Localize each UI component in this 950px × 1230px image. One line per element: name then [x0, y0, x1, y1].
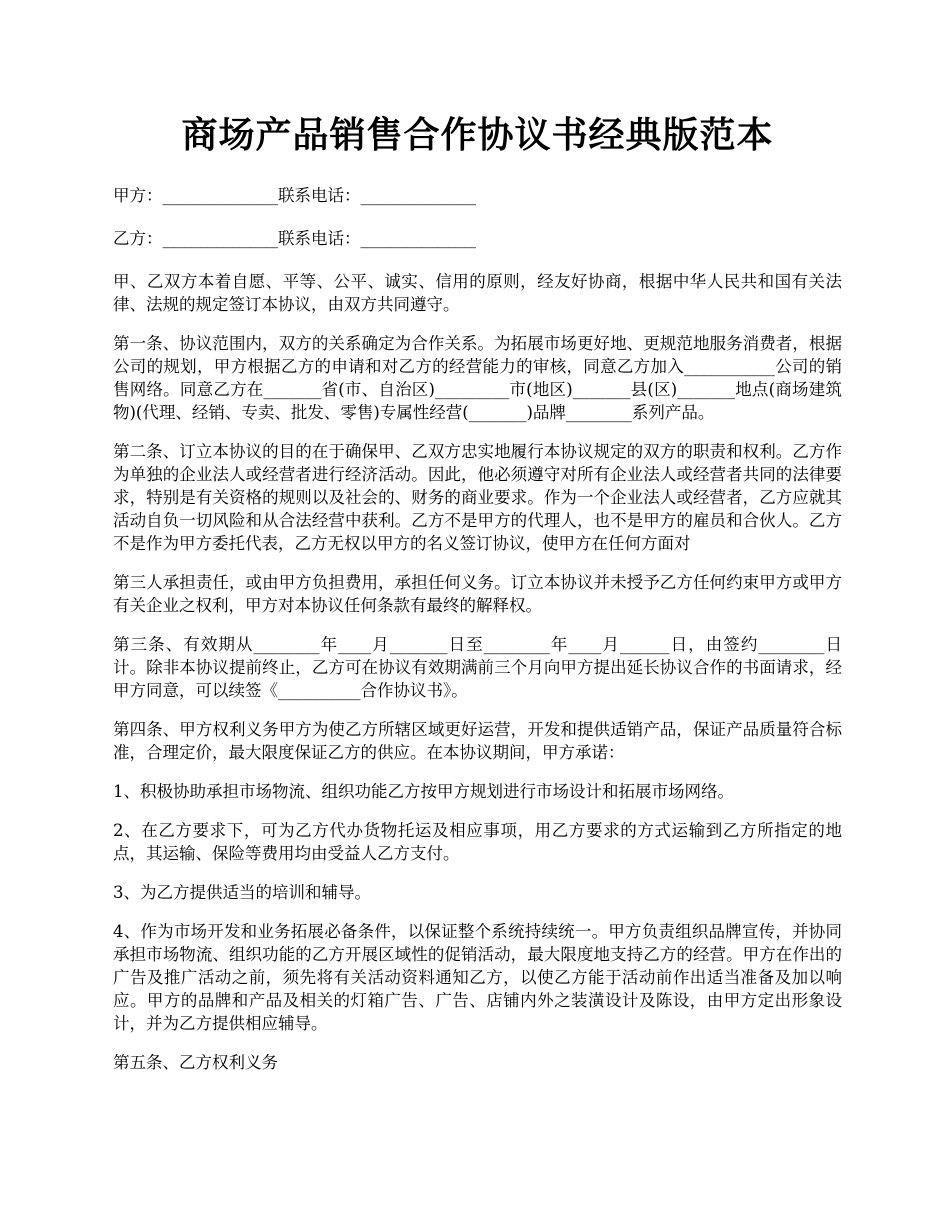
article-3-paragraph: 第三条、有效期从________年____月_______日至________年____月______日，由签约________日计。除非本协议提前终止，乙方可在协议有效期满前三个月向甲方提出延长协议合作的书面请求，经甲方同意，可以续签《__________合作协议书》。 — [113, 635, 842, 700]
article-4-item-3: 3、为乙方提供适当的培训和辅导。 — [113, 883, 371, 902]
preamble-paragraph: 甲、乙双方本着自愿、平等、公平、诚实、信用的原则，经友好协商，根据中华人民共和国有关法律、法规的规定签订本协议，由双方共同遵守。 — [113, 272, 842, 314]
document-title: 商场产品销售合作协议书经典版范本 — [181, 114, 774, 156]
article-5-heading: 第五条、乙方权利义务 — [113, 1053, 278, 1072]
article-2-continuation-paragraph: 第三人承担责任，或由甲方负担费用，承担任何义务。订立本协议并未授予乙方任何约束甲方或甲方有关企业之权利，甲方对本协议任何条款有最终的解释权。 — [113, 573, 842, 615]
article-1-paragraph: 第一条、协议范围内，双方的关系确定为合作关系。为拓展市场更好地、更规范地服务消费者，根据公司的规划，甲方根据乙方的申请和对乙方的经营能力的审核，同意乙方加入___________公司的销售网络。同意乙方在_______省(市、自治区)_________市(地区)_______县(区)_______地点(商场建筑物)(代理、经销、专卖、批发、零售)专属性经营(_______)品牌________系列产品。 — [113, 334, 842, 422]
article-4-item-1: 1、积极协助承担市场物流、组织功能乙方按甲方规划进行市场设计和拓展市场网络。 — [113, 782, 734, 801]
document-page — [113, 112, 842, 1090]
party-b-line: 乙方：______________联系电话：______________ — [113, 229, 476, 248]
article-4-item-4: 4、作为市场开发和业务拓展必备条件，以保证整个系统持续统一。甲方负责组织品牌宣传，并协同承担市场物流、组织功能的乙方开展区域性的促销活动，最大限度地支持乙方的经营。甲方在作出的广告及推广活动之前，须先将有关活动资料通知乙方，以使乙方能于活动前作出适当准备及加以响应。甲方的品牌和产品及相关的灯箱广告、广告、店铺内外之装潢设计及陈设，由甲方定出形象设计，并为乙方提供相应辅导。 — [113, 922, 842, 1033]
article-4-paragraph: 第四条、甲方权利义务甲方为使乙方所辖区域更好运营，开发和提供适销产品，保证产品质量符合标准，合理定价，最大限度保证乙方的供应。在本协议期间，甲方承诺： — [113, 720, 842, 762]
party-a-line: 甲方：______________联系电话：______________ — [113, 186, 476, 205]
article-4-item-2: 2、在乙方要求下，可为乙方代办货物托运及相应事项，用乙方要求的方式运输到乙方所指定的地点，其运输、保险等费用均由受益人乙方支付。 — [113, 821, 842, 863]
article-2-paragraph: 第二条、订立本协议的目的在于确保甲、乙双方忠实地履行本协议规定的双方的职责和权利。乙方作为单独的企业法人或经营者进行经济活动。因此，他必须遵守对所有企业法人或经营者共同的法律要求，特别是有关资格的规则以及社会的、财务的商业要求。作为一个企业法人或经营者，乙方应就其活动自负一切风险和从合法经营中获利。乙方不是甲方的代理人，也不是甲方的雇员和合伙人。乙方不是作为甲方委托代表，乙方无权以甲方的名义签订协议，使甲方在任何方面对 — [113, 442, 842, 553]
